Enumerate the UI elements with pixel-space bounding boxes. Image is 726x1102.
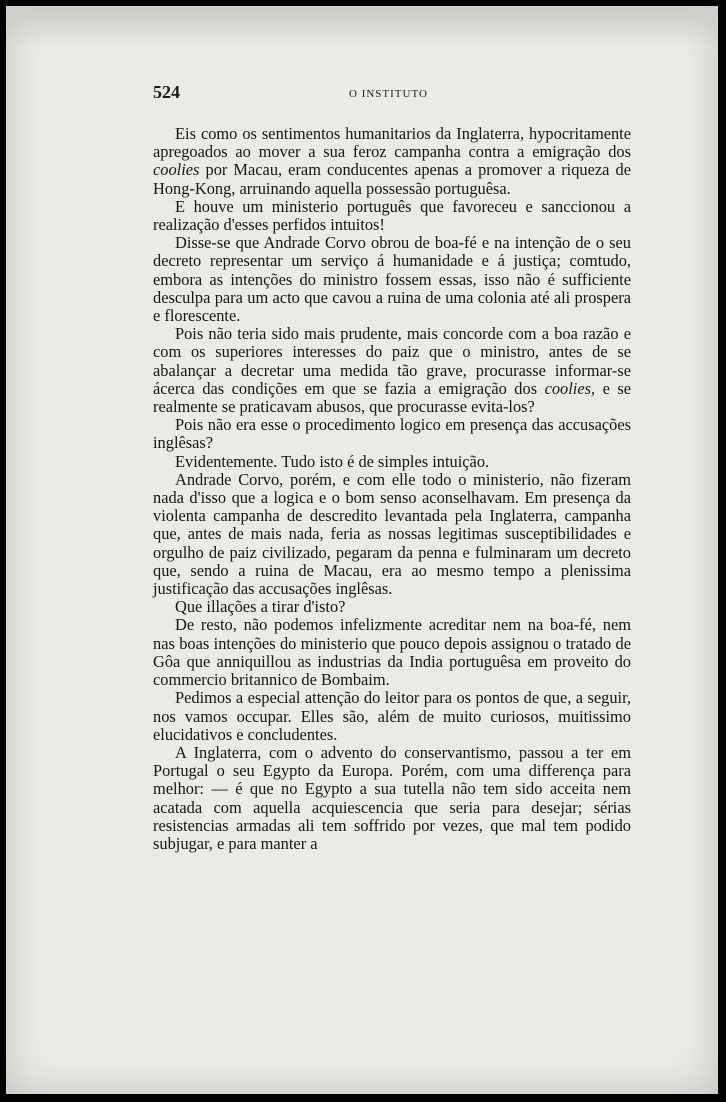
paragraph: [153, 198, 631, 234]
text-run: De resto, não podemos infelizmente acreditar nem na boa-fé, nem nas boas intenções do ministerio que pouco depois assignou o tratado de Gôa que anniquillou as industrias da India portuguêsa em proveito do commercio britannico de Bombaim.: [153, 615, 631, 690]
text-run: Eis como os sentimentos humanitarios da Inglaterra, hypocritamente apregoados ao mover a sua feroz campanha contra a emigração dos: [153, 124, 631, 162]
paragraph: [153, 598, 631, 616]
text-run: Pedimos a especial attenção do leitor para os pontos de que, a seguir, nos vamos occupar. Elles são, além de muito curiosos, muitissimo elucidativos e concludentes.: [153, 688, 631, 744]
page-header: [153, 82, 633, 106]
text-run: E houve um ministerio português que favoreceu e sanccionou a realização d'esses perfidos intuitos!: [153, 196, 631, 235]
text-run: Andrade Corvo, porém, e com elle todo o ministerio, não fizeram nada d'isso que a logica e o bom senso aconselhavam. Em presença da violenta campanha de descredito levantada pela Inglaterra, campanha que, antes de mais nada, feria as nossas legitimas susceptibilidades e orgulho de paiz civilizado, pegaram da penna e fulminaram um decreto que, sendo a ruina de Macau, era ao mesmo tempo a plenissima justificação das accusações inglêsas.: [153, 469, 631, 599]
italic-run: coolies,: [544, 378, 596, 398]
paragraph: [153, 453, 631, 471]
paragraph: [153, 616, 631, 689]
text-run: e se realmente se praticavam abusos, que procurasse evita-los?: [153, 378, 631, 417]
page-number: 524: [153, 82, 180, 102]
paragraph: [153, 325, 631, 416]
paragraph: [153, 125, 631, 198]
paragraph: [153, 471, 631, 598]
text-run: Pois não teria sido mais prudente, mais concorde com a boa razão e com os superiores interesses do paiz que o ministro, antes de se abalançar a decretar uma medida tão grave, procurasse informar-se ácerca das condições em que se fazia a emigração dos: [153, 324, 631, 398]
paragraph: [153, 689, 631, 744]
text-run: Disse-se que Andrade Corvo obrou de boa-fé e na intenção de o seu decreto representar um serviço á humanidade e á justiça; comtudo, embora as intenções do ministro fossem essas, isso não é sufficiente desculpa para um acto que cavou a ruina de uma colonia até ali prospera e florescente.: [153, 233, 631, 326]
text-run: Que illações a tirar d'isto?: [175, 597, 346, 617]
paragraph: [153, 234, 631, 325]
text-run: A Inglaterra, com o advento do conservantismo, passou a ter em Portugal o seu Egypto da Europa. Porém, com uma differença para melhor: — é que no Egypto a sua tutella não tem sido acceita nem acatada com aquella acquiescencia que seria para desejar; sérias resistencias armadas ali tem soffrido por vezes, que mal tem podido subjugar, e para manter a: [153, 742, 631, 853]
body-text: [153, 125, 631, 853]
italic-run: coolies: [153, 160, 200, 180]
scan-shadow: [6, 6, 718, 46]
book-page: [6, 6, 718, 1094]
paragraph: [153, 744, 631, 853]
text-run: Pois não era esse o procedimento logico em presença das accusações inglêsas?: [153, 415, 631, 453]
paragraph: [153, 416, 631, 452]
text-run: Evidentemente. Tudo isto é de simples intuição.: [175, 451, 490, 471]
running-title: O INSTITUTO: [349, 88, 428, 100]
text-run: por Macau, eram conducentes apenas a promover a riqueza de Hong-Kong, arruinando aquella possessão portuguêsa.: [153, 160, 631, 198]
